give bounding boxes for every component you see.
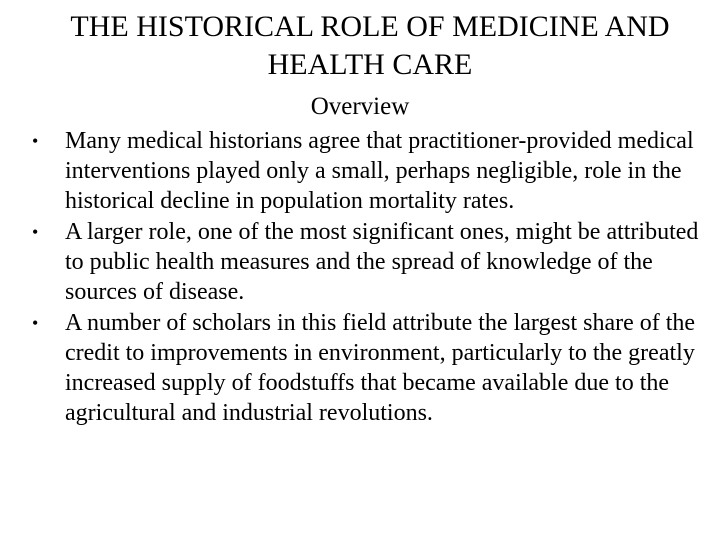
bullet-text: A number of scholars in this field attribute the largest share of the credit to improvements in environment, particularly to the greatly increased supply of foodstuffs that became available due to the agricultural and industrial revolutions.	[65, 310, 696, 426]
bullet-text: A larger role, one of the most significant ones, might be attributed to public health measures and the spread of knowledge of the sources of disease.	[65, 219, 699, 305]
bullet-point-icon: •	[32, 131, 39, 151]
slide-subtitle: Overview	[310, 93, 410, 120]
bullet-item	[32, 217, 712, 307]
bullet-point-icon: •	[32, 313, 39, 333]
bullet-item	[32, 126, 712, 216]
bullet-point-icon: •	[32, 222, 39, 242]
bullet-item	[32, 308, 712, 428]
bullet-list	[32, 126, 712, 429]
slide-title: THE HISTORICAL ROLE OF MEDICINE AND HEALTH CARE	[70, 10, 670, 81]
bullet-text: Many medical historians agree that practitioner-provided medical interventions played only a small, perhaps negligible, role in the historical decline in population mortality rates.	[65, 128, 694, 214]
